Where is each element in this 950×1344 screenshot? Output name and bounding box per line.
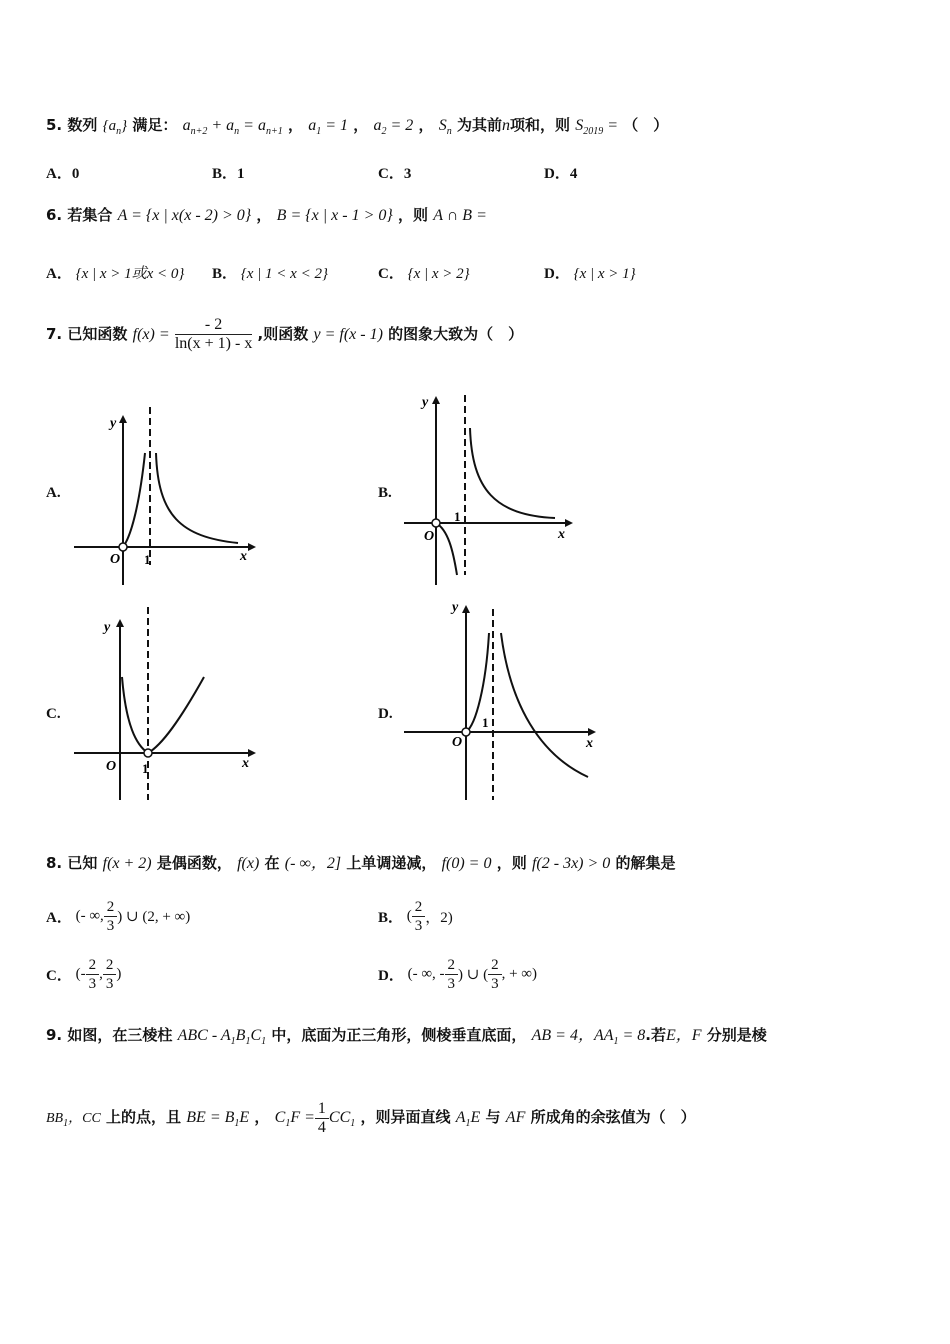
q5-sequence: $\{a_n\}$	[102, 118, 128, 137]
q9-line-2: AF	[505, 1109, 526, 1127]
q5-answer-paren: （ ）	[623, 116, 669, 134]
q8-option-a: A． (- ∞, $\frac{2}{3}$ ) ∪ (2, + ∞)	[46, 899, 191, 934]
q5-init-a2: $a_2 = 2$	[373, 117, 414, 138]
q8-option-b: B． ( $\frac{2}{3}$ ，2)	[378, 899, 453, 934]
one-label: 1	[454, 509, 461, 524]
y-label: y	[452, 600, 459, 615]
q6-expression: A ∩ B =	[433, 207, 487, 224]
q7-number: 7.	[46, 325, 63, 343]
q8-number: 8.	[46, 854, 63, 872]
q7-graph-c	[70, 605, 260, 805]
q5-target: $S_{2019}$ =	[575, 117, 619, 138]
q9-stem-line1: 9. 如图，在三棱柱 ABC - $A_1B_1C_1$ 中，底面为正三角形，侧棱垂直底面， AB = 4，$AA_1 = 8$.若E，F 分别是棱	[46, 1026, 767, 1048]
q7-graph-d	[400, 595, 600, 805]
q9-condition-2: BE = $B_1E$	[186, 1109, 250, 1130]
origin-label: O	[452, 735, 463, 750]
one-label: 1	[144, 552, 151, 567]
q6-set-b: B = {x | x - 1 > 0}	[276, 207, 393, 224]
q6-set-a: A = {x | x(x - 2) > 0}	[117, 207, 252, 224]
curve-left	[123, 453, 145, 547]
q8-f3: f(0) = 0	[441, 855, 492, 872]
q5-recurrence: $a_{n+2} + a_n = a_{n+1}$	[182, 117, 283, 138]
q5-init-a1: $a_1 = 1$	[308, 117, 348, 138]
q7-graph-b	[400, 390, 580, 590]
q5-option-d: D．4	[544, 166, 578, 182]
x-label: x	[242, 756, 249, 771]
curve-left	[436, 523, 457, 575]
one-label: 1	[142, 761, 149, 776]
q9-line-1: $A_1E$	[455, 1109, 481, 1130]
q6-number: 6.	[46, 206, 63, 224]
q9-condition-1: AB = 4，$AA_1 = 8$	[531, 1027, 646, 1048]
x-label: x	[240, 549, 247, 564]
q7-graph-a	[70, 405, 260, 590]
q5-sum: $S_n$	[438, 117, 452, 138]
q8-stem: 8. 已知 f(x + 2) 是偶函数， f(x) 在 (- ∞，2] 上单调递减， f(0) = 0 ，则 f(2 - 3x) > 0 的解集是	[46, 854, 676, 872]
q9-stem-line2: $BB_1$，CC 上的点，且 BE = $B_1E$ ， $C_1F$ = $\frac{1}{4}$ $CC_1$ ，则异面直线 $A_1E$ 与 AF 所成角的余弦值为（ ）	[46, 1100, 696, 1136]
q6-option-d: D． {x | x > 1}	[544, 266, 636, 282]
q5-stem: 5. 数列 $\{a_n\}$ 满足： $a_{n+2} + a_n = a_{n+1}$ ， $a_1 = 1$ ， $a_2 = 2$ ， $S_n$ 为其前n项和，则 $S_{2019}$ = （ ）	[46, 116, 669, 138]
q8-option-c: C． (- $\frac{2}{3}$ , $\frac{2}{3}$ )	[46, 957, 122, 992]
q8-f4: f(2 - 3x) > 0	[531, 855, 611, 872]
q9-edges: $BB_1$，CC	[46, 1111, 101, 1129]
curve-right	[470, 428, 555, 518]
q7-graph-c-label: C.	[46, 706, 61, 722]
q7-graph-b-label: B.	[378, 485, 392, 501]
origin-label: O	[110, 552, 121, 567]
curve-right	[156, 453, 238, 543]
q7-graph-a-label: A.	[46, 485, 61, 501]
q6-option-a: A． {x | x > 1或x < 0}	[46, 266, 185, 282]
q8-interval: (- ∞，2]	[284, 855, 342, 872]
q7-gx: y = f(x - 1)	[313, 326, 383, 343]
q6-option-b: B． {x | 1 < x < 2}	[212, 266, 328, 282]
origin-label: O	[424, 529, 435, 544]
q7-fx: f(x) =	[132, 326, 170, 343]
x-label: x	[558, 527, 565, 542]
y-label: y	[422, 395, 429, 410]
q6-stem: 6. 若集合 A = {x | x(x - 2) > 0} ， B = {x | x - 1 > 0} ，则 A ∩ B =	[46, 206, 487, 224]
q8-f1: f(x + 2)	[102, 855, 152, 872]
q5-option-c: C．3	[378, 166, 412, 182]
y-label: y	[110, 416, 117, 431]
q8-f2: f(x)	[237, 855, 260, 872]
q8-option-d: D． (- ∞, - $\frac{2}{3}$ ) ∪ ( $\frac{2}{3}$ , + ∞)	[378, 957, 537, 992]
q5-n: n	[502, 117, 510, 134]
q9-points: E，F	[666, 1027, 702, 1044]
x-label: x	[586, 736, 593, 751]
curve	[122, 677, 204, 753]
q5-number: 5.	[46, 116, 63, 134]
q9-number: 9.	[46, 1026, 63, 1044]
q5-option-b: B．1	[212, 166, 245, 182]
q7-graph-d-label: D.	[378, 706, 393, 722]
q6-option-c: C． {x | x > 2}	[378, 266, 470, 282]
y-label: y	[104, 620, 111, 635]
q9-prism: ABC - $A_1B_1C_1$	[177, 1027, 267, 1048]
curve-right	[501, 633, 588, 777]
origin-label: O	[106, 759, 117, 774]
q9-condition-3: $C_1F$ = $\frac{1}{4}$ $CC_1$	[274, 1100, 356, 1136]
q5-option-a: A．0	[46, 166, 80, 182]
q7-stem: 7. 已知函数 f(x) = $\frac{- 2}{\ln(x + 1) - x}$ ,则函数 y = f(x - 1) 的图象大致为（ ）	[46, 316, 524, 352]
q7-fraction: $\frac{- 2}{\ln(x + 1) - x}$	[174, 316, 253, 352]
q5-text: 数列	[67, 116, 98, 134]
q5-text-satisfy: 满足：	[132, 116, 178, 134]
one-label: 1	[482, 715, 489, 730]
